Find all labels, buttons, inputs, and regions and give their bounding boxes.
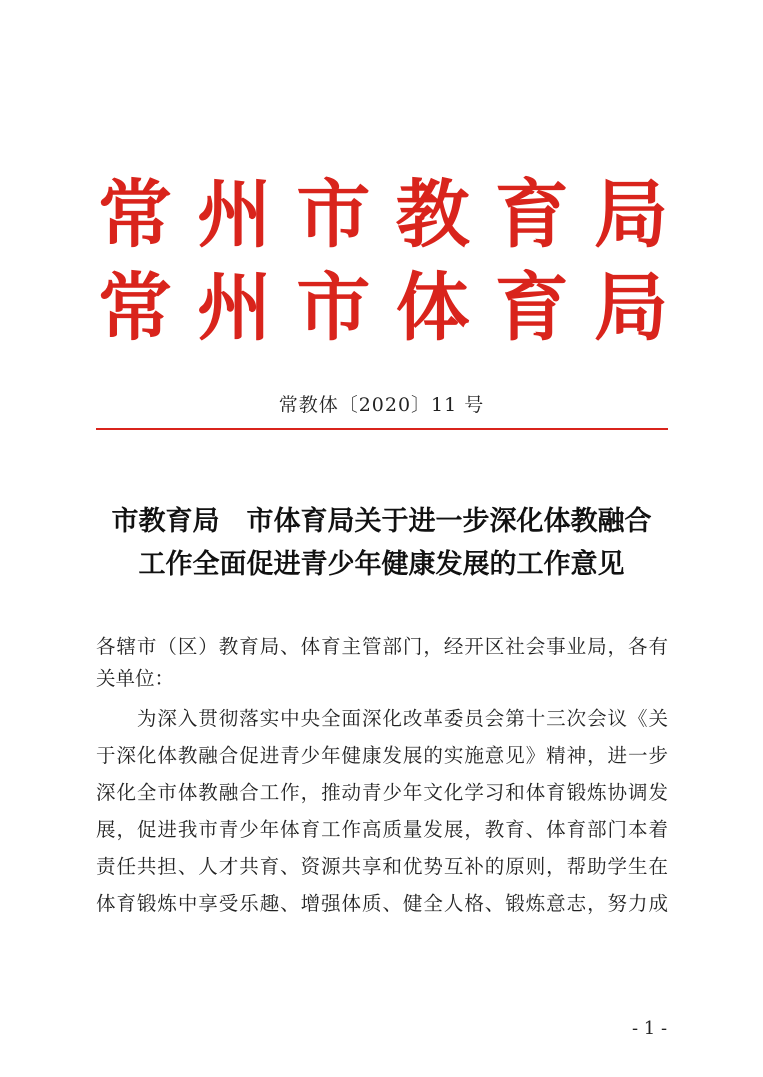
issuer-char: 常 <box>98 172 172 258</box>
paragraph-line: 责任共担、人才共育、资源共享和优势互补的原则，帮助学生在 <box>96 855 668 878</box>
issuer-char: 州 <box>197 172 272 258</box>
salutation-line-1: 各辖市（区）教育局、体育主管部门，经开区社会事业局，各有 <box>96 635 668 658</box>
salutation-line-2: 关单位： <box>96 667 175 690</box>
paragraph-line: 为深入贯彻落实中央全面深化改革委员会第十三次会议《关 <box>96 707 668 730</box>
issuer-line-sports-bureau <box>98 265 668 351</box>
issuer-char: 常 <box>98 265 172 351</box>
paragraph-line: 深化全市体教融合工作，推动青少年文化学习和体育锻炼协调发 <box>96 781 668 804</box>
issuer-char: 局 <box>593 172 668 258</box>
paragraph-line: 于深化体教融合促进青少年健康发展的实施意见》精神，进一步 <box>96 744 668 767</box>
page-number: - 1 - <box>632 1018 668 1039</box>
paragraph-line: 体育锻炼中享受乐趣、增强体质、健全人格、锻炼意志，努力成 <box>96 892 668 915</box>
red-divider-line <box>96 428 668 430</box>
document-number: 常教体〔2020〕11 号 <box>278 394 485 416</box>
document-title-line-1: 市教育局 市体育局关于进一步深化体教融合 <box>111 506 652 537</box>
issuer-char: 体 <box>395 265 470 351</box>
issuer-char: 育 <box>494 265 569 351</box>
issuer-char: 局 <box>593 265 668 351</box>
issuer-line-education-bureau <box>98 172 668 258</box>
issuer-char: 育 <box>494 172 569 258</box>
issuer-char: 市 <box>296 265 371 351</box>
issuer-char: 教 <box>395 172 470 258</box>
issuer-char: 市 <box>296 172 371 258</box>
issuer-char: 州 <box>197 265 272 351</box>
document-title-line-2: 工作全面促进青少年健康发展的工作意见 <box>138 549 625 580</box>
paragraph-line: 展，促进我市青少年体育工作高质量发展，教育、体育部门本着 <box>96 818 668 841</box>
